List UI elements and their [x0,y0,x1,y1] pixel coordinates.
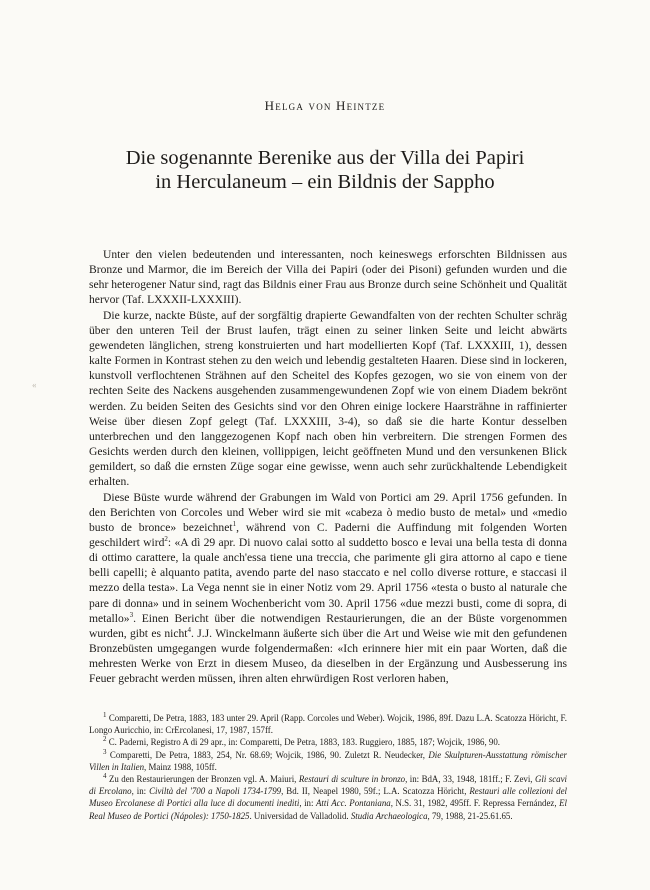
footnote-ref-4[interactable]: 4 [187,626,192,635]
footnote-4-text-a: Zu den Restaurierungen der Bronzen vgl. A. Maiuri, [108,774,299,785]
footnote-1-text: Comparetti, De Petra, 1883, 183 unter 29. April (Rapp. Corcoles und Weber). Wojcik, 1986, 89f. Dazu L.A. Scatozza Höricht, F. Longo Auricchio, in: CrErcolanesi, 17, 1987, 157ff. [89,713,567,736]
footnotes [89,712,567,822]
footnote-4-text-e: , in: [131,786,150,797]
footnote-4 [89,773,567,822]
footnote-1 [89,712,567,736]
footnote-3-text-c: , Mainz 1988, 105ff. [144,761,217,772]
footnote-ref-1[interactable]: 1 [232,519,237,528]
article-title [40,146,610,194]
footnote-3 [89,749,567,773]
footnote-3-text-a: Comparetti, De Petra, 1883, 254, Nr. 68.69; Wojcik, 1986, 90. Zuletzt R. Neudecker, [109,749,429,760]
footnote-number-2: 2 [103,735,107,744]
body-text [89,247,567,687]
footnote-4-text-c: , in: BdA, 33, 1948, 181ff.; F. Zevi, [405,774,535,785]
footnote-ref-3[interactable]: 3 [129,610,134,619]
footnote-number-1: 1 [103,711,107,720]
footnote-number-3: 3 [103,747,107,756]
paragraph-3-part-c: : «A dì 29 apr. Di nuovo calai sotto al suddetto bosco e levai una bella testa di donna di ottimo carattere, la quale anch'essa tiene una treccia, che parimente gli gira attorno al capo e tiene belli capelli; è alquanto patita, avendo parte del naso staccato e nel collo diverse rotture, e staccasi il mezzo della testa». La Vega nennt sie in einer Notiz vom 29. April 1756 «testa o busto al naturale che pare di donna» und in seinem Wochenbericht vom 30. April 1756 «due mezzi busti, come di sopra, di metallo» [89,535,567,625]
footnote-4-title-h: Restauri alle collezioni del Museo Ercolanese di Portici alla luce di documenti inediti [89,786,567,809]
footnote-4-title-n: Studia Archaeologica [350,810,428,821]
footnote-4-title-j: Atti Acc. Pontaniana [316,798,391,809]
footnote-2 [89,736,567,748]
margin-mark: « [32,380,37,390]
paragraph-3 [89,490,567,687]
footnote-4-text-m: . Universidad de Valladolid. [249,810,351,821]
footnote-4-title-d: Gli scavi di Ercolano [89,774,568,797]
footnote-ref-2[interactable]: 2 [164,535,168,544]
title-line-1: Die sogenannte Berenike aus der Villa dei Papiri [125,147,525,169]
paragraph-2: Die kurze, nackte Büste, auf der sorgfältig drapierte Gewandfalten von der rechten Schulter schräg über den unteren Teil der Brust laufen, trägt einen zu seiner linken Seite und leicht abwärts gewendeten länglichen, streng konstruierten und hart modellierten Kopf (Taf. LXXXIII, 1), dessen kalte Formen in Kontrast stehen zu den weich und lebendig gestalteten Haaren. Diese sind in lockeren, kunstvoll verflochtenen Strähnen auf den Scheitel des Kopfes gezogen, wo sie von einem von der rechten Seite des Nackens ausgehenden zusammengewundenen Zopf wie von einem Diadem bekrönt werden. Zu beiden Seiten des Gesichts sind vor den Ohren einige lockere Haarsträhne in raffinierter Weise über diesen Zopf gelegt (Taf. LXXXIII, 3-4), so daß sie die harte Kontur desselben unterbrechen und den langgezogenen Kopf nach oben hin verbreitern. Die strengen Formen des Gesichts werden durch den kleinen, vollippigen, leicht geöffneten Mund und den versunkenen Blick gemildert, so daß die ernsten Züge sogar eine gewisse, wenn auch sehr zurückhaltende Lebendigkeit erhalten. [89,308,567,489]
footnote-4-title-f: Civiltà del '700 a Napoli 1734-1799 [149,786,282,797]
footnote-4-text-g: , Bd. II, Neapel 1980, 59f.; L.A. Scatozza Höricht, [281,786,470,797]
footnote-4-text-i: , in: [299,798,317,809]
footnote-4-text-k: , N.S. 31, 1982, 495ff. F. Repressa Fernández, [390,798,560,809]
author-name: Helga von Heintze [264,98,386,113]
footnote-4-title-b: Restauri di sculture in bronzo [298,774,406,785]
paragraph-3-part-b: , während von C. Paderni die Auffindung mit folgenden Worten geschildert wird [89,520,567,549]
paragraph-3-part-d: . Einen Bericht über die notwendigen Restaurierungen, die an der Büste vorgenommen wurden, gibt es nicht [89,611,567,640]
paragraph-3-part-a: Diese Büste wurde während der Grabungen im Wald von Portici am 29. April 1756 gefunden. In den Berichten von Corcoles und Weber wird sie mit «cabeza ò medio busto de metal» und «medio busto de bronce» bezeichnet [89,490,567,534]
footnote-3-title: Die Skulpturen-Ausstattung römischer Villen in Italien [89,749,568,772]
title-line-2: in Herculaneum – ein Bildnis der Sappho [155,171,495,193]
footnote-4-text-o: , 79, 1988, 21-25.61.65. [427,810,513,821]
footnote-2-text: C. Paderni, Registro A di 29 apr., in: Comparetti, De Petra, 1883, 183. Ruggiero, 1885, 187; Wojcik, 1986, 90. [108,737,501,748]
paragraph-3-part-e: . J.J. Winckelmann äußerte sich über die Art und Weise wie mit den gefundenen Bronzebüsten umgegangen wurde folgendermaßen: «Ich erinnere hier mit ein paar Worten, daß die mehresten Werke von Erzt in diesem Museo, da dieselben in der Ergänzung und Ausbesserung ins Feuer gebracht werden müssen, ihren alten ehrwürdigen Rost verloren haben, [89,626,567,686]
footnote-4-title-l: El Real Museo de Portici (Nápoles): 1750-1825 [89,798,567,821]
paragraph-1: Unter den vielen bedeutenden und interessanten, noch keineswegs erforschten Bildnissen aus Bronze und Marmor, die im Bereich der Villa dei Papiri (oder dei Pisoni) gefunden wurden und die sehr heterogener Natur sind, ragt das Bildnis einer Frau aus Bronze durch seine Schönheit und Qualität hervor (Taf. LXXXII-LXXXIII). [89,248,567,307]
footnote-number-4: 4 [103,772,107,781]
